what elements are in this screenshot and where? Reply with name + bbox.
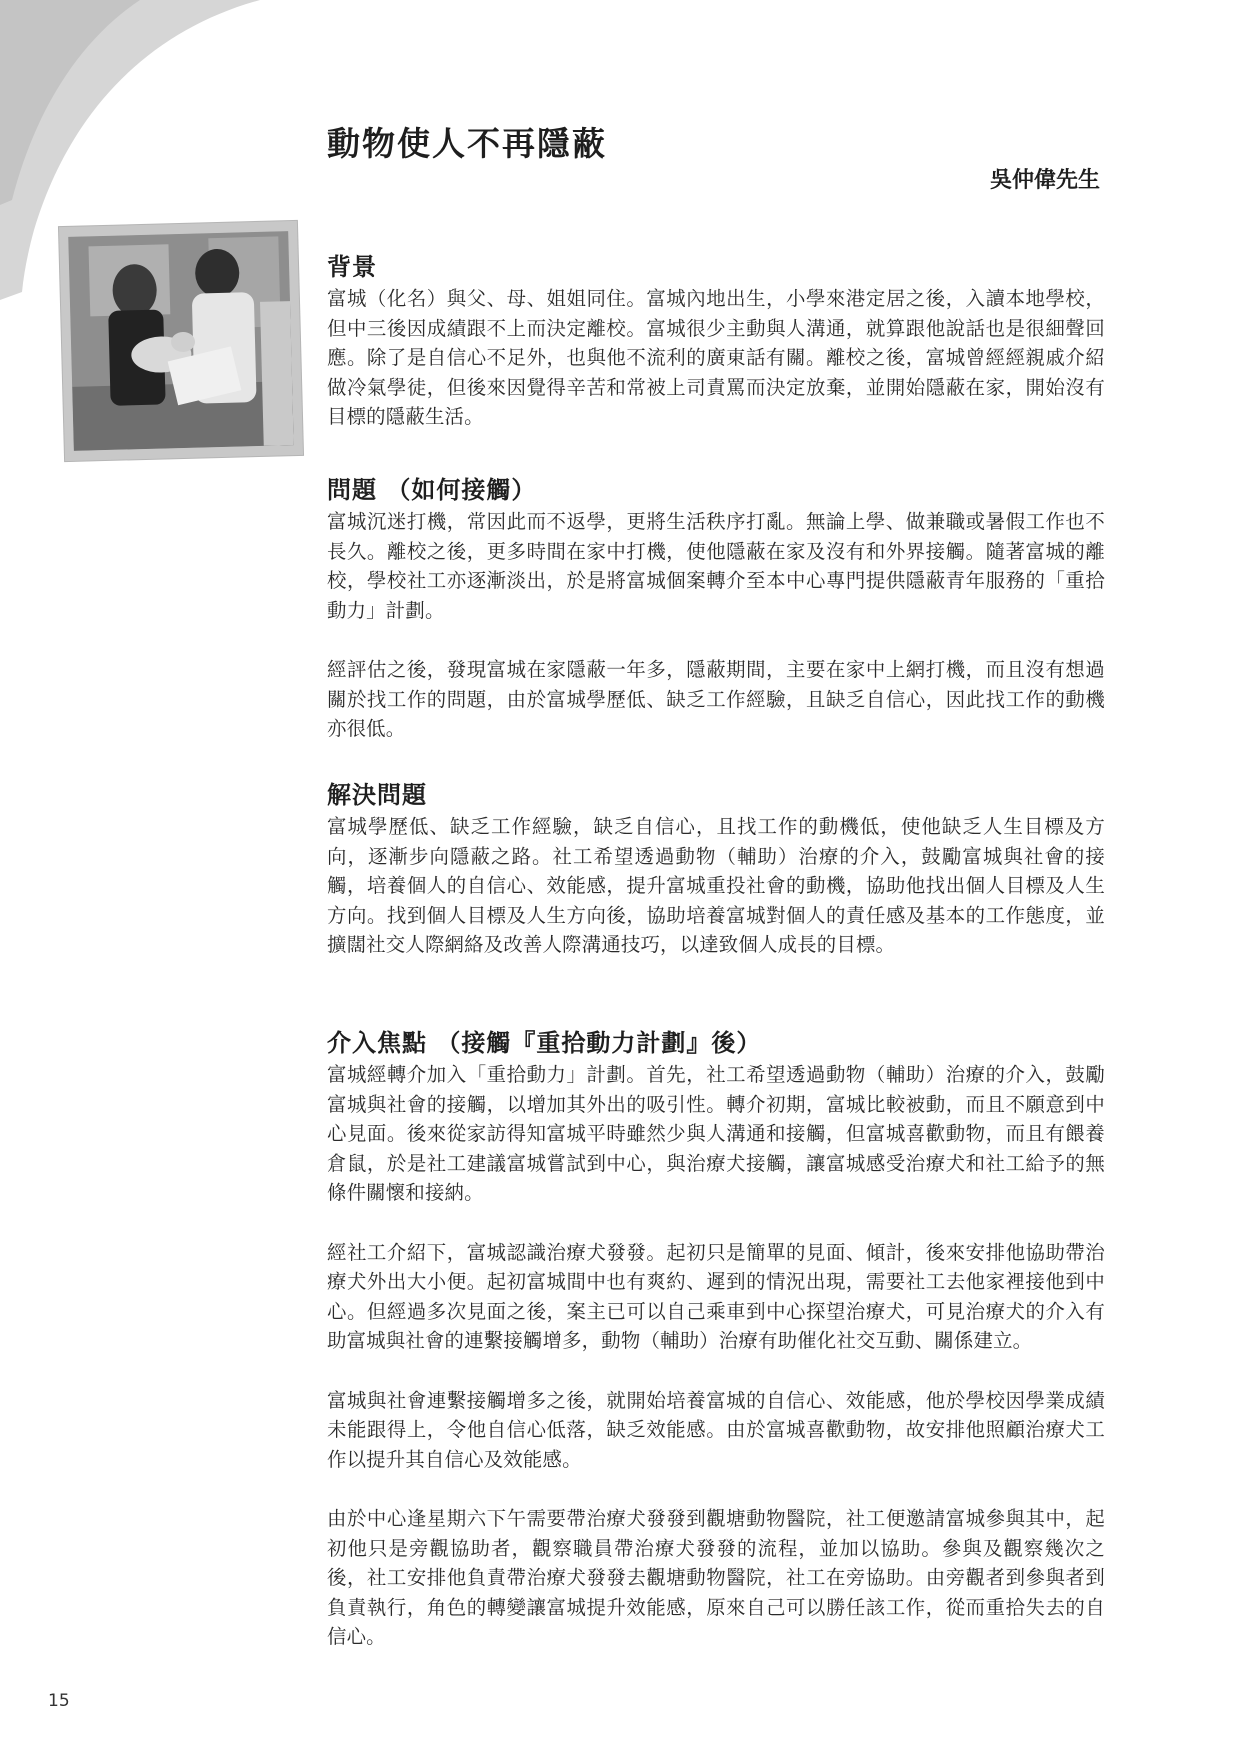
section-problem — [327, 470, 1105, 774]
author-name: 吳仲偉先生 — [989, 168, 1100, 193]
photo-illustration — [68, 231, 294, 451]
page-number: 15 — [48, 1691, 70, 1711]
section-paragraph: 富城沉迷打機，常因此而不返學，更將生活秩序打亂。無論上學、做兼職或暑假工作也不長久。離校之後，更多時間在家中打機，使他隱蔽在家及沒有和外界接觸。隨著富城的離校，學校社工亦逐漸淡出，於是將富城個案轉介至本中心專門提供隱蔽青年服務的「重拾動力」計劃。 — [327, 510, 1105, 622]
section-paragraph: 富城經轉介加入「重拾動力」計劃。首先，社工希望透過動物（輔助）治療的介入，鼓勵富城與社會的接觸，以增加其外出的吸引性。轉介初期，富城比較被動，而且不願意到中心見面。後來從家訪得知富城平時雖然少與人溝通和接觸，但富城喜歡動物，而且有餵養倉鼠，於是社工建議富城嘗試到中心，與治療犬接觸，讓富城感受治療犬和社工給予的無條件關懷和接納。 — [327, 1063, 1105, 1204]
section-paragraph: 富城（化名）與父、母、姐姐同住。富城內地出生，小學來港定居之後，入讀本地學校，但中三後因成績跟不上而決定離校。富城很少主動與人溝通，就算跟他說話也是很細聲回應。除了是自信心不足外，也與他不流利的廣東話有關。離校之後，富城曾經經親戚介紹做冷氣學徒，但後來因覺得辛苦和常被上司責罵而決定放棄，並開始隱蔽在家，開始沒有目標的隱蔽生活。 — [327, 287, 1105, 428]
section-paragraph: 經社工介紹下，富城認識治療犬發發。起初只是簡單的見面、傾計，後來安排他協助帶治療犬外出大小便。起初富城間中也有爽約、遲到的情況出現，需要社工去他家裡接他到中心。但經過多次見面之後，案主已可以自己乘車到中心探望治療犬，可見治療犬的介入有助富城與社會的連繫接觸增多，動物（輔助）治療有助催化社交互動、關係建立。 — [327, 1240, 1105, 1352]
section-heading: 問題 （如何接觸） — [327, 476, 537, 504]
section-paragraph: 由於中心逢星期六下午需要帶治療犬發發到觀塘動物醫院，社工便邀請富城參與其中，起初他只是旁觀協助者，觀察職員帶治療犬發發的流程，並加以協助。參與及觀察幾次之後，社工安排他負責帶治療犬發發去觀塘動物醫院，社工在旁協助。由旁觀者到參與者到負責執行，角色的轉變讓富城提升效能感，原來自己可以勝任該工作，從而重拾失去的自信心。 — [327, 1507, 1105, 1648]
section-heading: 介入焦點 （接觸『重拾動力計劃』後） — [327, 1029, 762, 1057]
section-solution — [327, 775, 1105, 990]
article-photo — [68, 231, 294, 451]
article-title: 動物使人不再隱蔽 — [327, 124, 607, 163]
section-intervention — [327, 1023, 1105, 1682]
section-background — [327, 247, 1105, 462]
section-heading: 解決問題 — [327, 781, 427, 809]
section-paragraph: 富城學歷低、缺乏工作經驗，缺乏自信心，且找工作的動機低，使他缺乏人生目標及方向，逐漸步向隱蔽之路。社工希望透過動物（輔助）治療的介入，鼓勵富城與社會的接觸，培養個人的自信心、效能感，提升富城重投社會的動機，協助他找出個人目標及人生方向。找到個人目標及人生方向後，協助培養富城對個人的責任感及基本的工作態度，並擴闊社交人際網絡及改善人際溝通技巧，以達致個人成長的目標。 — [327, 815, 1105, 956]
section-paragraph: 經評估之後，發現富城在家隱蔽一年多，隱蔽期間，主要在家中上網打機，而且沒有想過關於找工作的問題，由於富城學歷低、缺乏工作經驗，且缺乏自信心，因此找工作的動機亦很低。 — [327, 658, 1105, 740]
article-photo-frame — [59, 221, 303, 461]
section-heading: 背景 — [327, 253, 377, 281]
section-paragraph: 富城與社會連繫接觸增多之後，就開始培養富城的自信心、效能感，他於學校因學業成績未能跟得上，令他自信心低落，缺乏效能感。由於富城喜歡動物，故安排他照顧治療犬工作以提升其自信心及效能感。 — [327, 1388, 1105, 1471]
